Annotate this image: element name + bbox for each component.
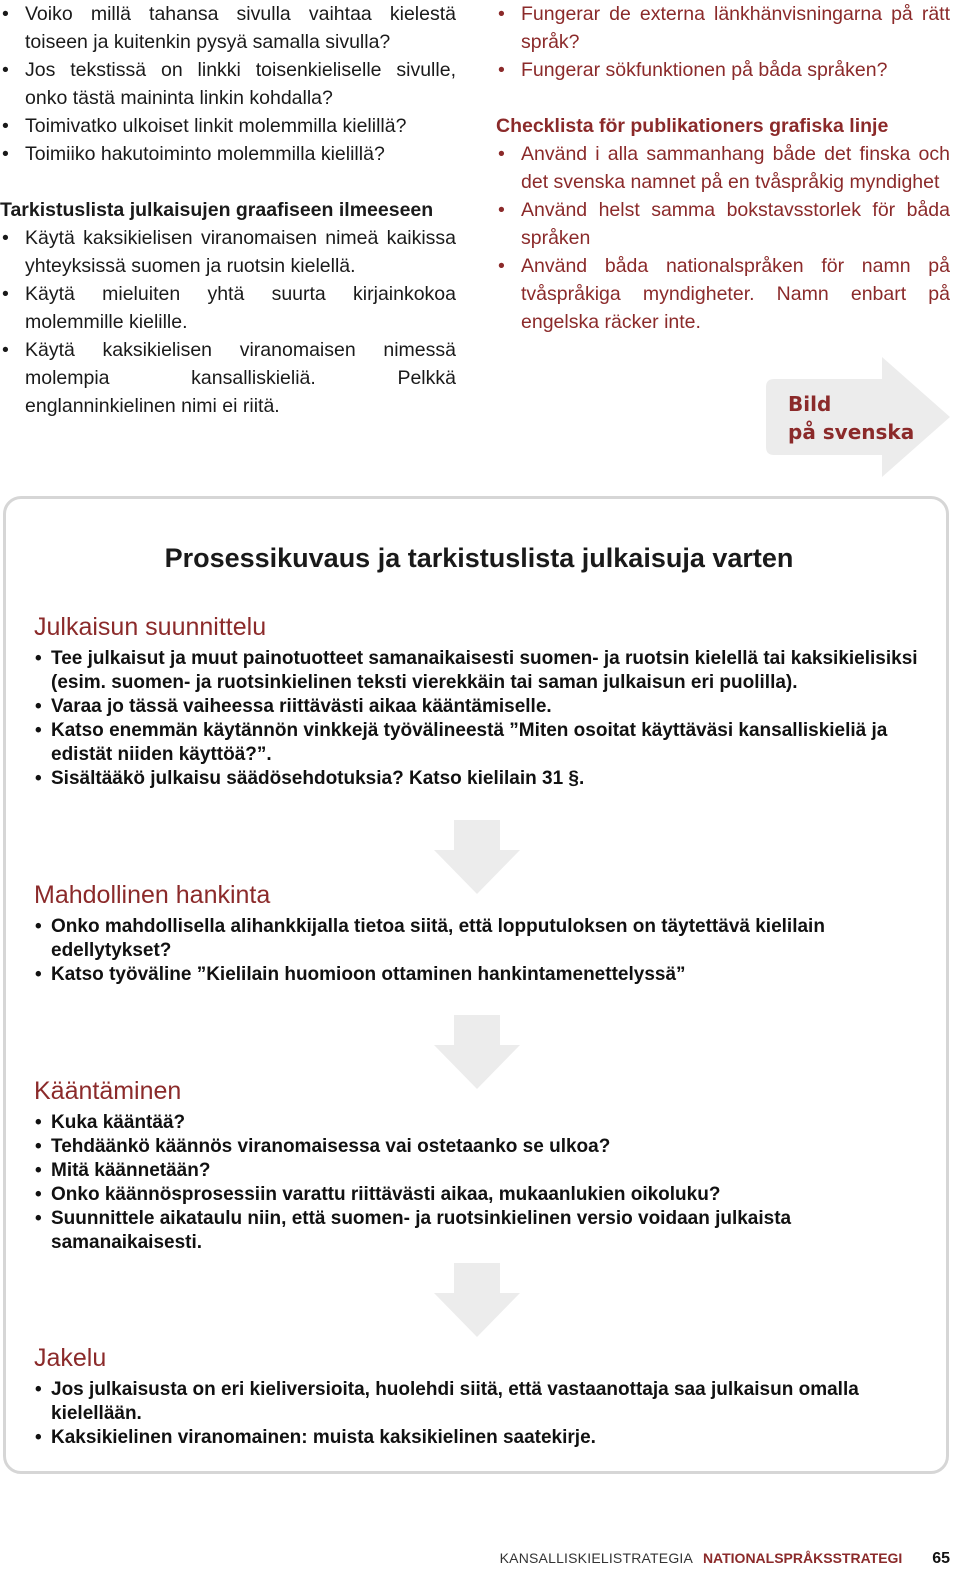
list-item: • Onko mahdollisella alihankkijalla tietoa siitä, että lopputuloksen on täytettävä kielilain edellytykset? [34, 915, 934, 963]
section-list [34, 647, 934, 791]
list-item: • Katso enemmän käytännön vinkkejä työvälineestä ”Miten osoitat käyttäväsi kansalliskieliä ja edistät niiden käyttöä?”. [34, 719, 934, 767]
section-heading: Kääntäminen [34, 1077, 182, 1105]
list-item: • Mitä käännetään? [34, 1159, 934, 1183]
footer-fi-label: KANSALLISKIELISTRATEGIA [499, 1550, 694, 1566]
section-jakelu [34, 1342, 934, 1450]
list-item: • Katso työväline ”Kielilain huomioon ottaminen hankintamenettelyssä” [34, 963, 934, 987]
list-item: • Använd helst samma bokstavsstorlek för båda språken [496, 196, 950, 252]
list-item: • Använd i alla sammanhang både det finska och det svenska namnet på en tvåspråkig myndighet [496, 140, 950, 196]
finnish-column [0, 0, 456, 420]
process-checklist-box [3, 496, 949, 1474]
list-item: • Käytä mieluiten yhtä suurta kirjainkokoa molemmille kielille. [0, 280, 456, 336]
list-item: • Onko käännösprosessiin varattu riittävästi aikaa, mukaanlukien oikoluku? [34, 1183, 934, 1207]
fi-graphic-checklist-heading: Tarkistuslista julkaisujen graafiseen ilmeeseen [0, 199, 434, 221]
footer-sv-label: NATIONALSPRÅKSSTRATEGI [702, 1550, 903, 1566]
list-item: • Jos tekstissä on linkki toisenkieliselle sivulle, onko tästä maininta linkin kohdalla? [0, 56, 456, 112]
section-heading: Mahdollinen hankinta [34, 881, 271, 909]
down-arrow-icon [434, 1263, 520, 1337]
sv-graphic-checklist-heading: Checklista för publikationers grafiska linje [496, 115, 889, 137]
list-item: • Käytä kaksikielisen viranomaisen nimeä kaikissa yhteyksissä suomen ja ruotsin kielellä. [0, 224, 456, 280]
page-footer [500, 1548, 950, 1569]
list-item: • Tehdäänkö käännös viranomaisessa vai ostetaanko se ulkoa? [34, 1135, 934, 1159]
section-mahdollinen-hankinta [34, 879, 934, 987]
list-item: • Toimiiko hakutoiminto molemmilla kielillä? [0, 140, 456, 168]
list-item: • Jos julkaisusta on eri kieliversioita, huolehdi siitä, että vastaanottaja saa julkaisun omalla kielellään. [34, 1378, 934, 1426]
list-item: • Tee julkaisut ja muut painotuotteet samanaikaisesti suomen- ja ruotsin kielellä tai kaksikielisiksi (esim. suomen- ja ruotsinkielinen teksti vierekkäin tai saman julkaisun eri puolilla). [34, 647, 934, 695]
bild-tag-line1: Bild [788, 392, 832, 416]
section-heading: Jakelu [34, 1344, 107, 1372]
list-item: • Toimivatko ulkoiset linkit molemmilla kielillä? [0, 112, 456, 140]
list-item: • Fungerar sökfunktionen på båda språken? [496, 56, 950, 84]
bild-tag-line2: på svenska [788, 420, 915, 444]
list-item: • Voiko millä tahansa sivulla vaihtaa kielestä toiseen ja kuitenkin pysyä samalla sivulla? [0, 0, 456, 56]
fi-checklist-top [0, 0, 456, 168]
section-list [34, 1111, 934, 1255]
list-item: • Kuka kääntää? [34, 1111, 934, 1135]
fi-checklist-bottom [0, 224, 456, 420]
bild-pa-svenska-tag [766, 357, 950, 477]
list-item: • Suunnittele aikataulu niin, että suomen- ja ruotsinkielinen versio voidaan julkaista samanaikaisesti. [34, 1207, 934, 1255]
process-box-title: Prosessikuvaus ja tarkistuslista julkaisuja varten [164, 543, 794, 573]
swedish-column [496, 0, 950, 336]
section-list [34, 1378, 934, 1450]
list-item: • Använd båda nationalspråken för namn på tvåspråkiga myndigheter. Namn enbart på engelska räcker inte. [496, 252, 950, 336]
section-list [34, 915, 934, 987]
section-kaantaminen [34, 1075, 934, 1255]
list-item: • Fungerar de externa länkhänvisningarna på rätt språk? [496, 0, 950, 56]
page-number: 65 [932, 1550, 950, 1567]
bild-tag-label [788, 390, 914, 446]
section-julkaisun-suunnittelu [34, 611, 934, 791]
list-item: • Sisältääkö julkaisu säädösehdotuksia? Katso kielilain 31 §. [34, 767, 934, 791]
list-item: • Varaa jo tässä vaiheessa riittävästi aikaa kääntämiselle. [34, 695, 934, 719]
section-heading: Julkaisun suunnittelu [34, 613, 267, 641]
list-item: • Käytä kaksikielisen viranomaisen nimessä molempia kansalliskieliä. Pelkkä englanninkielinen nimi ei riitä. [0, 336, 456, 420]
sv-checklist-bottom [496, 140, 950, 336]
sv-checklist-top [496, 0, 950, 84]
list-item: • Kaksikielinen viranomainen: muista kaksikielinen saatekirje. [34, 1426, 934, 1450]
